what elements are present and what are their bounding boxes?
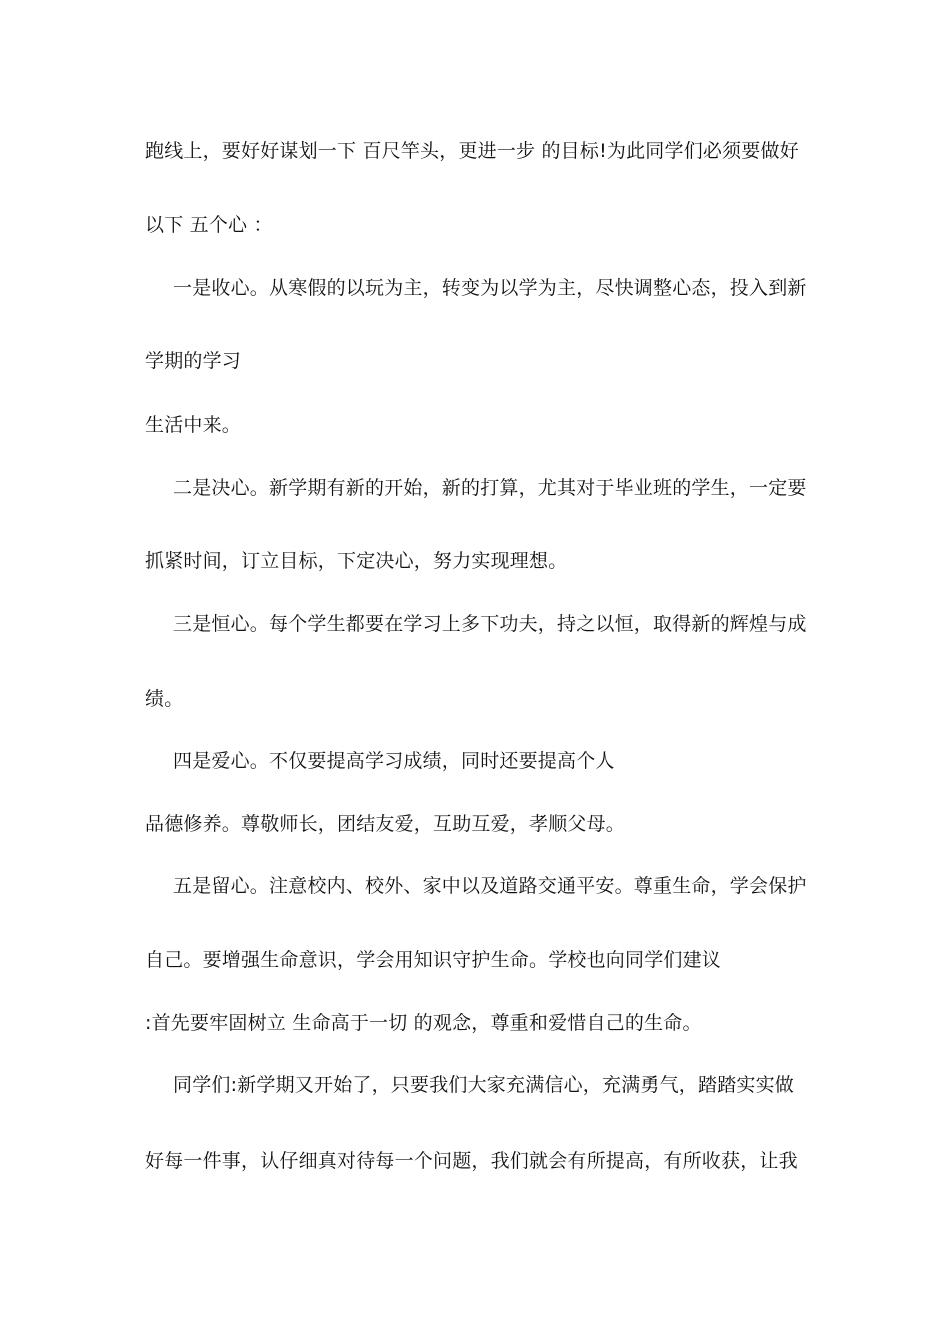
paragraph-6-line: 同学们:新学期又开始了，只要我们大家充满信心，充满勇气，踏踏实实做 (173, 1074, 795, 1096)
text-line: 学期的学习 (145, 350, 242, 372)
text-line: 生活中来。 (145, 414, 242, 436)
text-line: 以下 五个心 ： (145, 214, 273, 236)
paragraph-3-line: 三是恒心。每个学生都要在学习上多下功夫，持之以恒，取得新的辉煌与成 (173, 613, 807, 635)
text-line: 绩。 (145, 688, 184, 710)
paragraph-1-line: 一是收心。从寒假的以玩为主，转变为以学为主，尽快调整心态，投入到新 (173, 277, 807, 299)
paragraph-5-line: 五是留心。注意校内、校外、家中以及道路交通平安。尊重生命，学会保护 (173, 875, 807, 897)
paragraph-2-line: 二是决心。新学期有新的开始，新的打算，尤其对于毕业班的学生，一定要 (173, 477, 807, 499)
text-line: 跑线上，要好好谋划一下 百尺竿头，更进一步 的目标!为此同学们必须要做好 (145, 140, 799, 162)
text-line: 自己。要增强生命意识，学会用知识守护生命。学校也向同学们建议 (145, 949, 722, 971)
text-line: :首先要牢固树立 生命高于一切 的观念，尊重和爱惜自己的生命。 (145, 1012, 702, 1034)
text-line: 好每一件事，认仔细真对待每一个问题，我们就会有所提高，有所收获，让我 (145, 1150, 798, 1172)
text-line: 抓紧时间，订立目标，下定决心，努力实现理想。 (145, 550, 568, 572)
text-line: 品德修养。尊敬师长，团结友爱，互助互爱，孝顺父母。 (145, 813, 626, 835)
paragraph-4-line: 四是爱心。不仅要提高学习成绩，同时还要提高个人 (173, 750, 615, 772)
